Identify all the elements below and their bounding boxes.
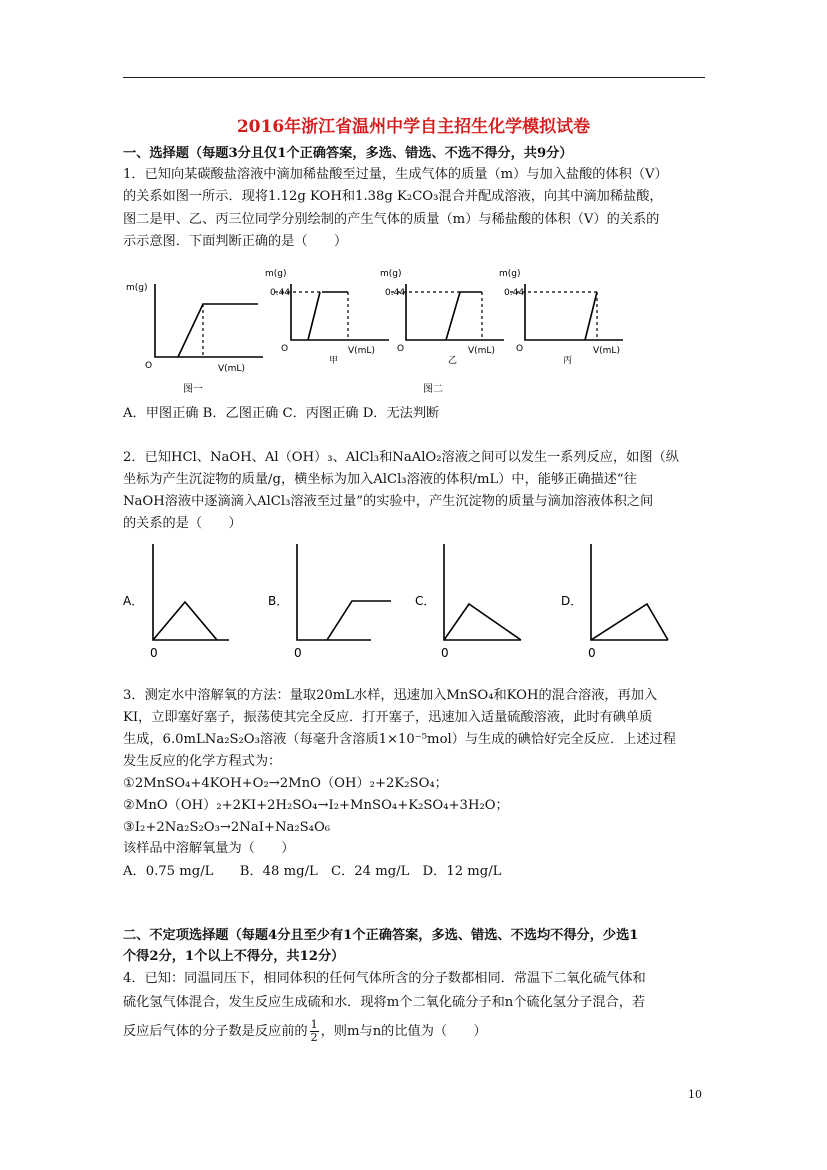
- q4-fraction-denominator: 2: [310, 1031, 318, 1044]
- header-rule: [123, 77, 705, 78]
- q3-line-2: KI，立即塞好塞子，振荡使其完全反应．打开塞子，迅速加入适量硫酸溶液，此时有碘单质: [123, 710, 653, 725]
- page-number: 10: [688, 1088, 702, 1101]
- q2-option-a-label: A．: [123, 594, 144, 608]
- fig-bing-y-label: m(g): [499, 269, 521, 279]
- fig2-caption: 图二: [423, 384, 443, 395]
- page-title: 2016年浙江省温州中学自主招生化学模拟试卷: [236, 117, 591, 137]
- fig-jia-y-value: 0.44: [270, 288, 291, 298]
- fig1-caption: 图一: [183, 384, 203, 395]
- fig-yi-x-label: V(mL): [468, 346, 495, 356]
- q4-line-1: 4．已知：同温同压下，相同体积的任何气体所含的分子数都相同．常温下二氧化硫气体和: [123, 971, 646, 986]
- section1-heading: 一、选择题（每题3分且仅1个正确答案，多选、错选、不选不得分，共9分）: [123, 146, 573, 161]
- fig-yi-caption: 乙: [448, 356, 458, 366]
- fig-bing-origin: O: [516, 344, 524, 354]
- q3-equation-1: ①2MnSO₄+4KOH+O₂→2MnO（OH）₂+2K₂SO₄；: [123, 776, 448, 791]
- fig-bing-x-label: V(mL): [593, 346, 620, 356]
- q2-option-d-label: D．: [561, 594, 583, 608]
- q2-figure: [123, 538, 693, 663]
- section2-heading-line-2: 个得2分，1个以上不得分，共12分）: [123, 949, 345, 964]
- q3-line-3: 生成，6.0mLNa₂S₂O₃溶液（每毫升含溶质1×10⁻⁵mol）与生成的碘恰好完全反应．上述过程: [123, 732, 676, 747]
- q4-line-3: [123, 1019, 708, 1044]
- fig-bing-y-value: 0.44: [504, 288, 525, 298]
- fig-yi-origin: O: [397, 344, 405, 354]
- q3-line-4: 发生反应的化学方程式为：: [123, 754, 282, 769]
- fig-yi-y-value: 0.44: [385, 288, 406, 298]
- q2-c-origin: 0: [441, 646, 449, 660]
- q1-options: A．甲图正确 B．乙图正确 C．丙图正确 D．无法判断: [123, 406, 440, 421]
- fig-yi-y-label: m(g): [380, 269, 402, 279]
- q2-b-origin: 0: [294, 646, 302, 660]
- q4-line-2: 硫化氢气体混合，发生反应生成硫和水．现将m个二氧化硫分子和n个硫化氢分子混合，若: [123, 995, 646, 1010]
- q3-equation-2: ②MnO（OH）₂+2KI+2H₂SO₄→I₂+MnSO₄+K₂SO₄+3H₂O；: [123, 798, 509, 813]
- fig1-y-label: m(g): [126, 283, 148, 293]
- q3-equation-3: ③I₂+2Na₂S₂O₃→2NaI+Na₂S₄O₆: [123, 820, 331, 835]
- fig1-origin: O: [145, 361, 153, 371]
- q2-a-origin: 0: [150, 646, 158, 660]
- q2-option-c-label: C．: [415, 594, 436, 608]
- fig-jia-caption: 甲: [329, 356, 339, 366]
- q2-line-1: 2．已知HCl、NaOH、Al（OH）₃、AlCl₃和NaAlO₂溶液之间可以发生一系列反应，如图（纵: [123, 450, 679, 465]
- q4-fraction: [310, 1019, 319, 1044]
- fig-bing-caption: 丙: [563, 356, 573, 366]
- q3-line-1: 3．测定水中溶解氧的方法：量取20mL水样，迅速加入MnSO₄和KOH的混合溶液，再加入: [123, 688, 658, 703]
- q1-line-2: 的关系如图一所示．现将1.12g KOH和1.38g K₂CO₃混合并配成溶液，向其中滴加稀盐酸，: [123, 189, 663, 204]
- q2-line-3: NaOH溶液中逐滴滴入AlCl₃溶液至过量”的实验中，产生沉淀物的质量与滴加溶液体积之间: [123, 494, 654, 509]
- q4-line-3-post: ，则m与n的比值为（ ）: [320, 1024, 487, 1039]
- q1-line-3: 图二是甲、乙、丙三位同学分别绘制的产生气体的质量（m）与稀盐酸的体积（V）的关系的: [123, 212, 660, 227]
- q2-option-b-label: B．: [268, 594, 289, 608]
- q2-d-origin: 0: [588, 646, 596, 660]
- fig-jia-x-label: V(mL): [348, 346, 375, 356]
- q3-ask: 该样品中溶解氧量为（ ）: [123, 841, 295, 856]
- q1-line-1: 1．已知向某碳酸盐溶液中滴加稀盐酸至过量，生成气体的质量（m）与加入盐酸的体积（V）: [123, 167, 668, 182]
- fig-jia-origin: O: [281, 344, 289, 354]
- q1-line-4: 示示意图．下面判断正确的是（ ）: [123, 234, 348, 249]
- q4-fraction-numerator: 1: [310, 1018, 318, 1031]
- fig1-x-label: V(mL): [218, 364, 245, 374]
- fig-jia-y-label: m(g): [265, 269, 287, 279]
- q1-figure: [123, 262, 643, 400]
- q3-options: A．0.75 mg/L B．48 mg/L C．24 mg/L D．12 mg/L: [123, 864, 502, 879]
- section2-heading-line-1: 二、不定项选择题（每题4分且至少有1个正确答案，多选、错选、不选均不得分，少选1: [123, 928, 639, 943]
- q4-line-3-pre: 反应后气体的分子数是反应前的: [123, 1024, 308, 1039]
- q2-line-4: 的关系的是（ ）: [123, 516, 242, 531]
- q2-line-2: 坐标为产生沉淀物的质量/g，横坐标为加入AlCl₃溶液的体积/mL）中，能够正确描述“往: [123, 472, 637, 487]
